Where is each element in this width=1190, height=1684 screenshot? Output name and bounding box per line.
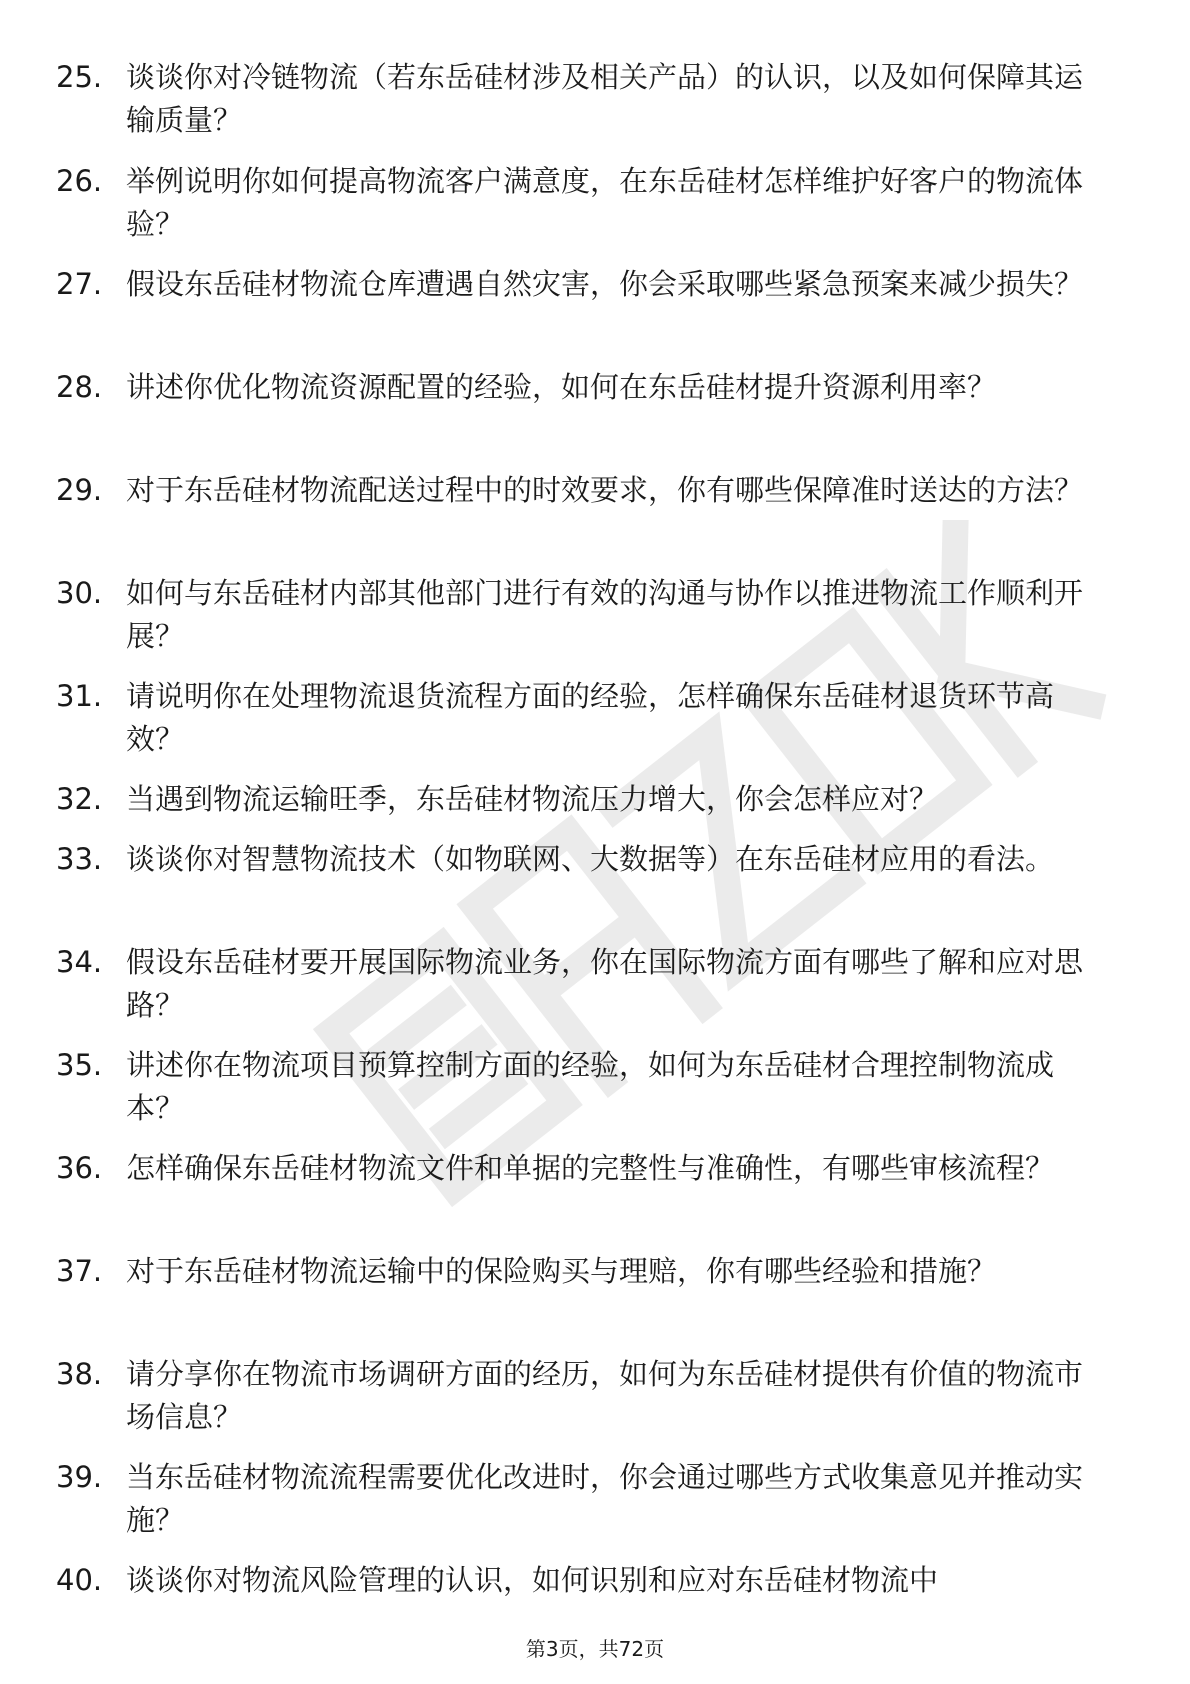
question-number: 30.: [56, 576, 103, 610]
question-text: 谈谈你对智慧物流技术（如物联网、大数据等）在东岳硅材应用的看法。: [126, 842, 1055, 876]
question-number: 37.: [56, 1254, 103, 1288]
question-number: 38.: [56, 1357, 103, 1391]
question-text: 假设东岳硅材物流仓库遭遇自然灾害，你会采取哪些紧急预案来减少损失？: [126, 267, 1084, 301]
question-text: 当遇到物流运输旺季，东岳硅材物流压力增大，你会怎样应对？: [126, 782, 939, 816]
question-number: 32.: [56, 782, 103, 816]
question-text: 举例说明你如何提高物流客户满意度，在东岳硅材怎样维护好客户的物流体验？: [126, 164, 1084, 241]
question-number: 31.: [56, 679, 103, 713]
question-text: 讲述你在物流项目预算控制方面的经验，如何为东岳硅材合理控制物流成本？: [126, 1048, 1055, 1125]
question-text: 谈谈你对物流风险管理的认识，如何识别和应对东岳硅材物流中: [126, 1563, 939, 1597]
question-number: 29.: [56, 473, 103, 507]
page-number-footer: 第3页，共72页: [525, 1637, 665, 1661]
question-number: 34.: [56, 945, 103, 979]
question-number: 28.: [56, 370, 103, 404]
question-text: 谈谈你对冷链物流（若东岳硅材涉及相关产品）的认识，以及如何保障其运输质量？: [126, 60, 1084, 137]
question-number: 40.: [56, 1563, 103, 1597]
question-number: 25.: [56, 60, 103, 94]
question-text: 对于东岳硅材物流运输中的保险购买与理赔，你有哪些经验和措施？: [126, 1254, 997, 1288]
question-text: 请说明你在处理物流退货流程方面的经验，怎样确保东岳硅材退货环节高效？: [126, 679, 1055, 756]
question-text: 讲述你优化物流资源配置的经验，如何在东岳硅材提升资源利用率？: [126, 370, 997, 404]
question-text: 对于东岳硅材物流配送过程中的时效要求，你有哪些保障准时送达的方法？: [126, 473, 1084, 507]
question-number: 26.: [56, 164, 103, 198]
question-number: 35.: [56, 1048, 103, 1082]
question-number: 39.: [56, 1460, 103, 1494]
question-text: 请分享你在物流市场调研方面的经历，如何为东岳硅材提供有价值的物流市场信息？: [126, 1357, 1084, 1434]
question-text: 当东岳硅材物流流程需要优化改进时，你会通过哪些方式收集意见并推动实施？: [126, 1460, 1084, 1537]
question-number: 36.: [56, 1151, 103, 1185]
question-number: 27.: [56, 267, 103, 301]
question-text: 如何与东岳硅材内部其他部门进行有效的沟通与协作以推进物流工作顺利开展？: [126, 576, 1084, 653]
question-text: 假设东岳硅材要开展国际物流业务，你在国际物流方面有哪些了解和应对思路？: [126, 945, 1084, 1022]
question-number: 33.: [56, 842, 103, 876]
question-text: 怎样确保东岳硅材物流文件和单据的完整性与准确性，有哪些审核流程？: [126, 1151, 1055, 1185]
